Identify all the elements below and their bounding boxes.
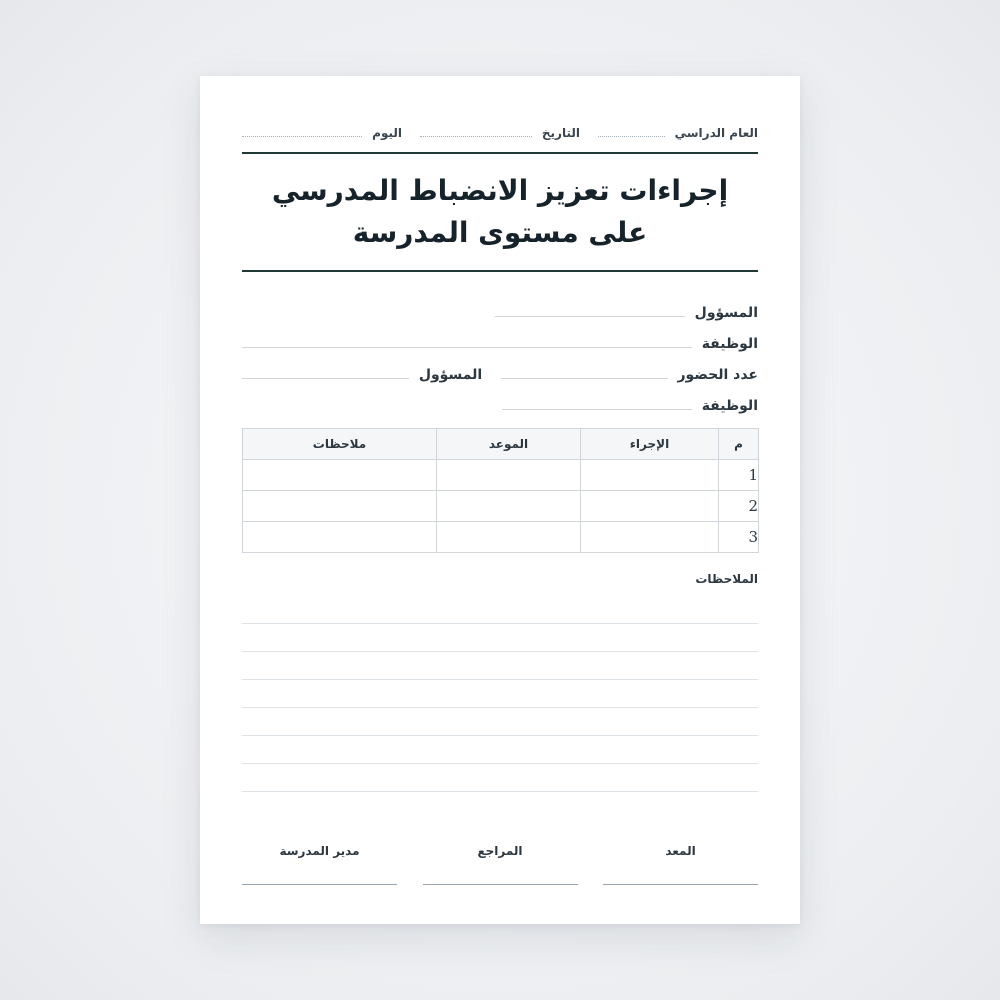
principal-signature (242, 842, 397, 885)
row-num: 1 (719, 460, 759, 491)
attendance-label: عدد الحضور (677, 367, 758, 383)
action-cell[interactable] (581, 491, 719, 522)
job-line[interactable] (242, 347, 692, 348)
job-label: الوظيفة (701, 336, 758, 352)
form-sheet (200, 76, 800, 924)
preparer-label: المعد (665, 844, 696, 858)
row-num: 2 (719, 491, 759, 522)
attendance-line[interactable] (501, 378, 668, 379)
academic-year-line[interactable] (598, 136, 665, 137)
preparer-signature-line[interactable] (603, 884, 758, 885)
table-row (243, 460, 759, 491)
note-line[interactable] (242, 736, 758, 764)
date-label: التاريخ (541, 126, 580, 140)
date-line[interactable] (420, 136, 532, 137)
table-row (243, 522, 759, 553)
note-line[interactable] (242, 764, 758, 792)
title-box (242, 152, 758, 272)
header-action: الإجراء (581, 429, 719, 460)
table-row (243, 491, 759, 522)
academic-year-label: العام الدراسي (674, 126, 758, 140)
job2-line[interactable] (502, 409, 692, 410)
header-num: م (719, 429, 759, 460)
attendance-row (242, 352, 758, 383)
job2-label: الوظيفة (701, 398, 758, 414)
preparer-signature (603, 842, 758, 885)
schedule-cell[interactable] (437, 460, 581, 491)
responsible-row (242, 290, 758, 321)
meta-row (242, 120, 758, 140)
page-title-line-1: إجراءات تعزيز الانضباط المدرسي (271, 174, 729, 207)
note-line[interactable] (242, 652, 758, 680)
actions-table (242, 428, 759, 553)
date-field (420, 120, 580, 140)
day-field (242, 120, 402, 140)
principal-label: مدير المدرسة (279, 844, 360, 858)
notes-title: الملاحظات (695, 572, 758, 586)
notes-cell[interactable] (243, 460, 437, 491)
note-line[interactable] (242, 680, 758, 708)
note-line[interactable] (242, 708, 758, 736)
info-fields (242, 290, 758, 414)
principal-signature-line[interactable] (242, 884, 397, 885)
job2-row (242, 383, 758, 414)
note-line[interactable] (242, 596, 758, 624)
notes-cell[interactable] (243, 491, 437, 522)
note-line[interactable] (242, 624, 758, 652)
action-cell[interactable] (581, 460, 719, 491)
schedule-cell[interactable] (437, 522, 581, 553)
reviewer-label: المراجع (477, 844, 523, 858)
responsible-line[interactable] (495, 316, 685, 317)
reviewer-signature (423, 842, 578, 885)
responsible2-line[interactable] (242, 378, 409, 379)
responsible2-label: المسؤول (418, 367, 483, 383)
table-header-row (243, 429, 759, 460)
schedule-cell[interactable] (437, 491, 581, 522)
day-label: اليوم (372, 126, 402, 140)
notes-cell[interactable] (243, 522, 437, 553)
notes-lines[interactable] (242, 596, 758, 792)
page-title-line-2: على مستوى المدرسة (352, 216, 648, 249)
responsible-label: المسؤول (694, 305, 758, 321)
header-notes: ملاحظات (243, 429, 437, 460)
day-line[interactable] (242, 136, 362, 137)
row-num: 3 (719, 522, 759, 553)
header-schedule: الموعد (437, 429, 581, 460)
academic-year-field (598, 120, 758, 140)
reviewer-signature-line[interactable] (423, 884, 578, 885)
action-cell[interactable] (581, 522, 719, 553)
job-row (242, 321, 758, 352)
signatures (242, 842, 758, 885)
